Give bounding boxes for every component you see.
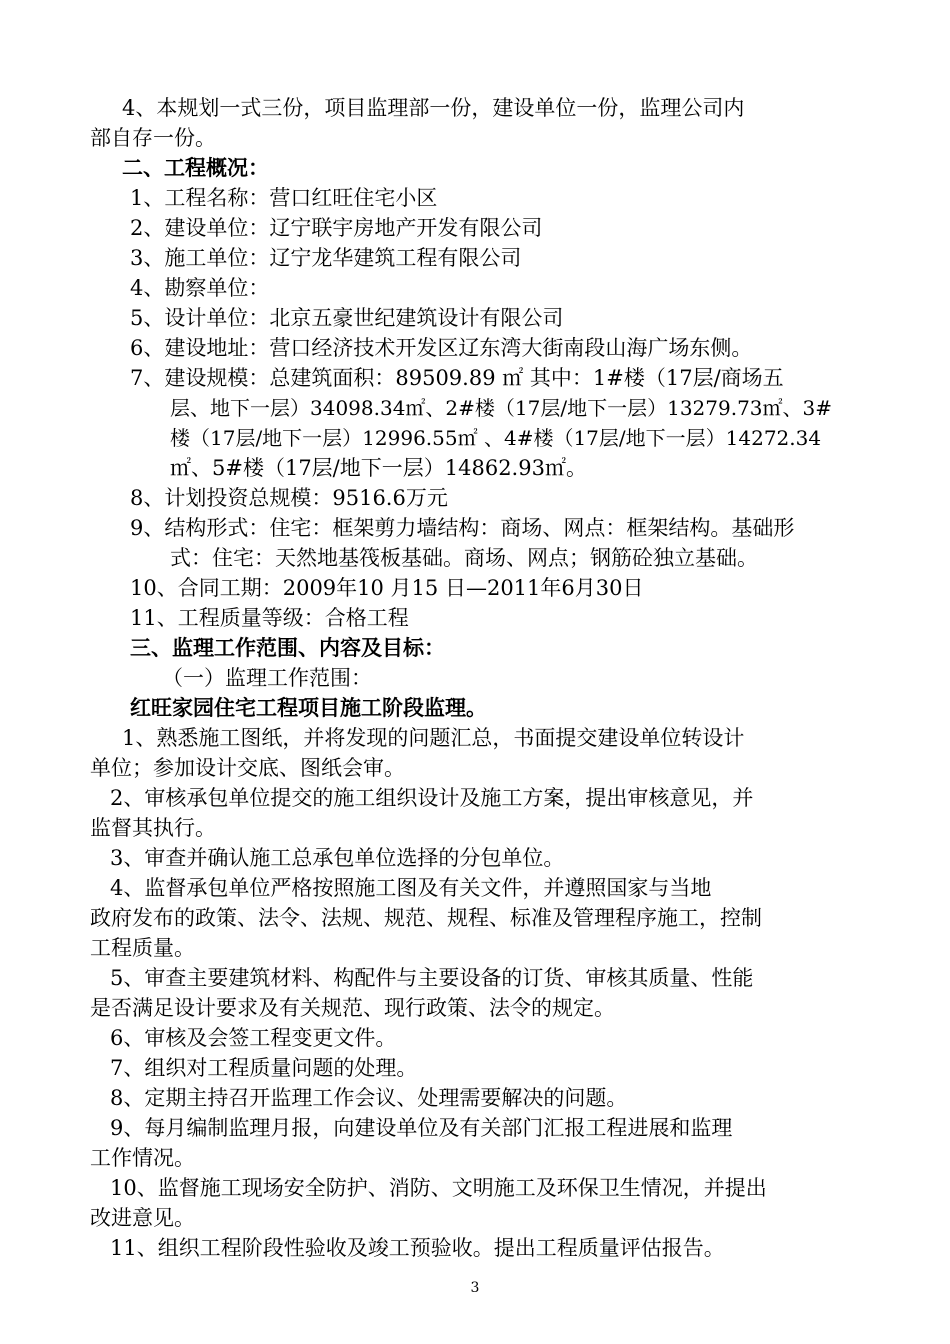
text-line: 3、施工单位：辽宁龙华建筑工程有限公司 xyxy=(130,246,522,270)
text-line: 监督其执行。 xyxy=(90,816,216,840)
text-line: 11、工程质量等级：合格工程 xyxy=(130,606,409,630)
text-line: 8、定期主持召开监理工作会议、处理需要解决的问题。 xyxy=(110,1086,628,1110)
text-line: 2、建设单位：辽宁联宇房地产开发有限公司 xyxy=(130,216,543,240)
text-line: 4、本规划一式三份，项目监理部一份，建设单位一份，监理公司内 xyxy=(122,96,745,120)
section-heading: 二、工程概况： xyxy=(122,156,269,180)
text-line: 1、熟悉施工图纸，并将发现的问题汇总，书面提交建设单位转设计 xyxy=(122,726,745,750)
text-line: 6、审核及会签工程变更文件。 xyxy=(110,1026,397,1050)
bold-statement: 红旺家园住宅工程项目施工阶段监理。 xyxy=(130,696,487,720)
page-number: 3 xyxy=(470,1280,480,1296)
text-line: 7、组织对工程质量问题的处理。 xyxy=(110,1056,418,1080)
text-line: 2、审核承包单位提交的施工组织设计及施工方案，提出审核意见，并 xyxy=(110,786,754,810)
text-line: ㎡、5#楼（17层/地下一层）14862.93㎡。 xyxy=(170,456,587,480)
text-line: 是否满足设计要求及有关规范、现行政策、法令的规定。 xyxy=(90,996,615,1020)
text-line: 改进意见。 xyxy=(90,1206,195,1230)
text-line: 式：住宅：天然地基筏板基础。商场、网点；钢筋砼独立基础。 xyxy=(170,546,758,570)
text-line: 工程质量。 xyxy=(90,936,195,960)
text-line: 9、每月编制监理月报，向建设单位及有关部门汇报工程进展和监理 xyxy=(110,1116,733,1140)
text-line: 5、设计单位：北京五豪世纪建筑设计有限公司 xyxy=(130,306,564,330)
text-line: 3、审查并确认施工总承包单位选择的分包单位。 xyxy=(110,846,565,870)
text-line: 政府发布的政策、法令、法规、规范、规程、标准及管理程序施工，控制 xyxy=(90,906,762,930)
text-line: 7、建设规模：总建筑面积：89509.89 ㎡ 其中：1#楼（17层/商场五 xyxy=(130,366,784,390)
subsection-heading: （一）监理工作范围： xyxy=(162,666,372,690)
text-line: 部自存一份。 xyxy=(90,126,216,150)
text-line: 11、组织工程阶段性验收及竣工预验收。提出工程质量评估报告。 xyxy=(110,1236,725,1260)
text-line: 6、建设地址：营口经济技术开发区辽东湾大街南段山海广场东侧。 xyxy=(130,336,753,360)
text-line: 1、工程名称：营口红旺住宅小区 xyxy=(130,186,438,210)
section-heading: 三、监理工作范围、内容及目标： xyxy=(130,636,445,660)
text-line: 10、合同工期：2009年10 月15 日—2011年6月30日 xyxy=(130,576,644,600)
text-line: 8、计划投资总规模：9516.6万元 xyxy=(130,486,448,510)
text-line: 楼（17层/地下一层）12996.55㎡ 、4#楼（17层/地下一层）14272.34 xyxy=(170,426,822,450)
text-line: 工作情况。 xyxy=(90,1146,195,1170)
text-line: 10、监督施工现场安全防护、消防、文明施工及环保卫生情况，并提出 xyxy=(110,1176,767,1200)
text-line: 4、勘察单位： xyxy=(130,276,270,300)
text-line: 4、监督承包单位严格按照施工图及有关文件，并遵照国家与当地 xyxy=(110,876,712,900)
text-line: 层、地下一层）34098.34㎡、2#楼（17层/地下一层）13279.73㎡、3# xyxy=(170,396,833,420)
text-line: 5、审查主要建筑材料、构配件与主要设备的订货、审核其质量、性能 xyxy=(110,966,754,990)
text-line: 单位；参加设计交底、图纸会审。 xyxy=(90,756,405,780)
text-line: 9、结构形式：住宅：框架剪力墙结构：商场、网点：框架结构。基础形 xyxy=(130,516,795,540)
